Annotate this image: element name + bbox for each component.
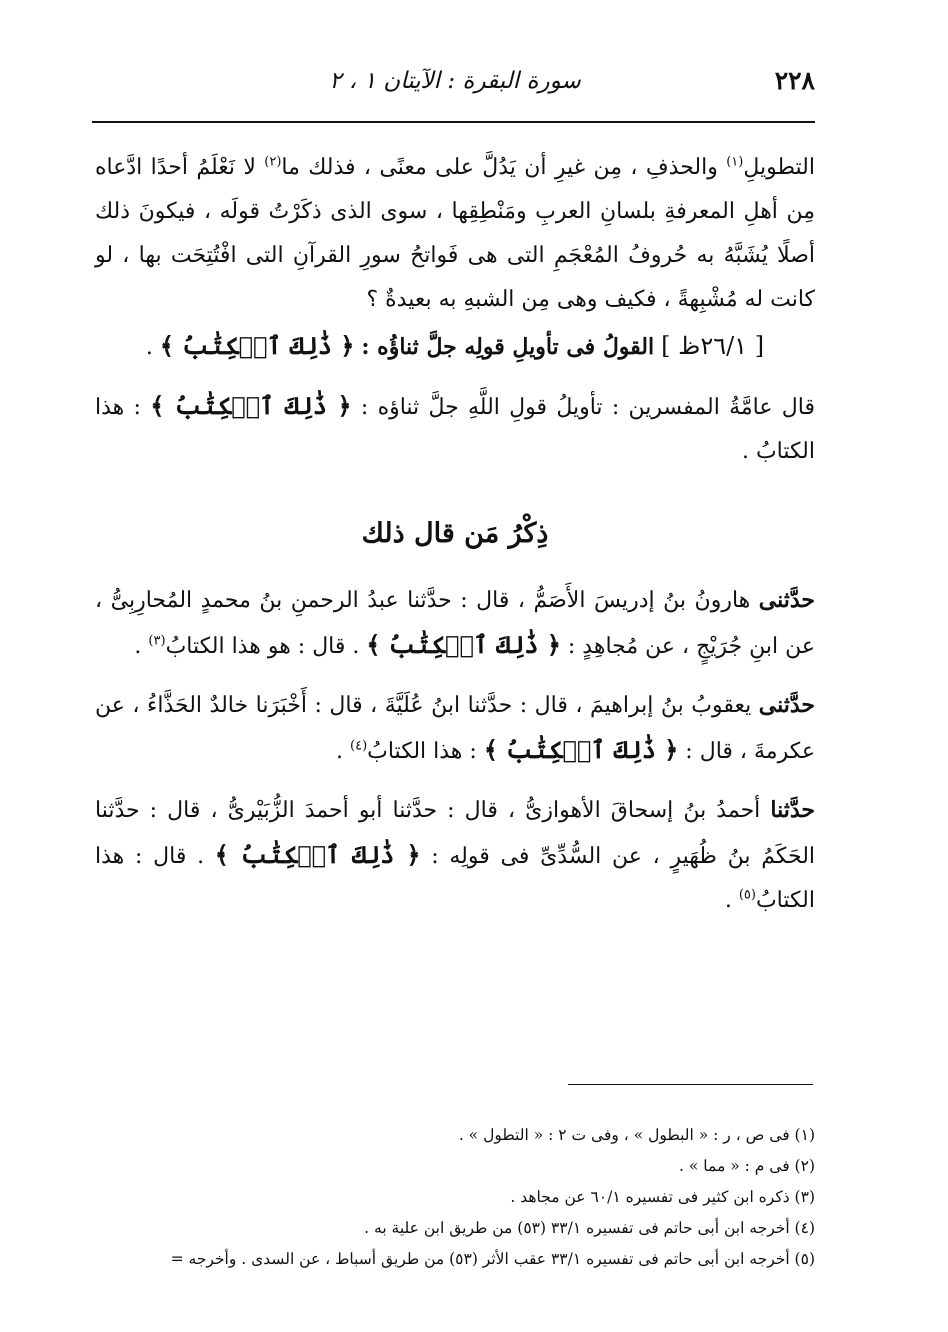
footnote-ref-1[interactable]: (١) (726, 154, 744, 170)
quran-verse: ﴿ ذَٰلِكَ ٱلۡكِتَٰبُ ﴾ (150, 391, 352, 420)
footnote-rule (568, 1084, 813, 1085)
footnote-ref-5[interactable]: (٥) (738, 887, 756, 903)
narration-lead: حدَّثنى (758, 587, 815, 613)
quran-verse: ﴿ ذَٰلِكَ ٱلۡكِتَٰبُ ﴾ (483, 735, 679, 764)
page-header (95, 62, 815, 102)
margin-reference: [ ٢٦/١ظ ] (661, 332, 765, 360)
paragraph-1-text-end: لا نَعْلَمُ أحدًا ادَّعاه مِن أهلِ المعرفةِ بلسانِ العربِ ومَنْطِقِها ، سوى الذى ذكَرْتُ قولَه ، فيكونَ ذلك أصلًا يُشَبَّهُ به حُروفُ المُعْجَمِ التى هى فَواتحُ سورِ القرآنِ التى افْتُتِحَت بها ، لو كانت له مُشْبِهةً ، فكيف وهى مِن الشبهِ به بعيدةٌ ؟ (95, 155, 815, 312)
paragraph-4-text-end: . (336, 739, 350, 764)
footnote-ref-3[interactable]: (٣) (148, 633, 166, 649)
narration-lead: حدَّثنا (770, 797, 815, 823)
footnote-4: (٤) أخرجه ابن أبى حاتم فى تفسيره ٣٣/١ (٥٣) من طريق ابن علية به . (364, 1219, 815, 1237)
section-heading: ذِكْرُ مَن قال ذلك (361, 518, 549, 549)
footnote-ref-2[interactable]: (٢) (264, 154, 282, 170)
paragraph-5-text-end: . (724, 888, 739, 913)
paragraph-1 (95, 146, 815, 322)
verse-heading-lead: القولُ فى تأويلِ قولِه جلَّ ثناؤُه : (361, 334, 655, 360)
paragraph-5 (95, 788, 815, 923)
footnote-ref-4[interactable]: (٤) (350, 738, 368, 754)
paragraph-3-text-end: . (134, 634, 149, 659)
footnote-5: (٥) أخرجه ابن أبى حاتم فى تفسيره ٣٣/١ عقب الأثر (٥٣) من طريق أسباط ، عن السدى . وأخرجه = (170, 1250, 815, 1268)
paragraph-2-text-end: : هذا الكتابُ . (95, 395, 815, 464)
paragraph-3-text-mid: . قال : هو هذا الكتابُ (165, 634, 367, 659)
footnote-1: (١) فى ص ، ر : « البطول » ، وفى ت ٢ : « التطول » . (458, 1126, 815, 1144)
main-text (95, 146, 815, 923)
quran-verse: ﴿ ذَٰلِكَ ٱلۡكِتَٰبُ ﴾ (159, 331, 355, 360)
footnote-3: (٣) ذكره ابن كثير فى تفسيره ٦٠/١ عن مجاهد . (510, 1188, 815, 1206)
verse-heading-end: . (145, 335, 160, 360)
paragraph-3-text-start: هارونُ بنُ إدريسَ الأَصَمُّ ، قال : حدَّثنا عبدُ الرحمنِ بنُ محمدٍ المُحارِبِىُّ ، عن ابنِ جُرَيْجٍ ، عن مُجاهِدٍ : (95, 588, 815, 659)
paragraph-5-text-start: أحمدُ بنُ إسحاقَ الأهوازىُّ ، قال : حدَّثنا أبو أحمدَ الزُّبَيْرىُّ ، قال : حدَّثنا الحَكَمُ بنُ ظُهَيرٍ ، عن السُّدِّىِّ فى قولِه : (95, 798, 816, 869)
footnotes (95, 1120, 815, 1275)
paragraph-2 (95, 384, 815, 474)
page-number: ٢٢٨ (774, 66, 815, 95)
quran-verse: ﴿ ذَٰلِكَ ٱلۡكِتَٰبُ ﴾ (366, 630, 561, 659)
footnote-2: (٢) فى م : « مما » . (679, 1157, 815, 1175)
verse-heading-line (95, 324, 815, 370)
quran-verse: ﴿ ذَٰلِكَ ٱلۡكِتَٰبُ ﴾ (214, 840, 421, 869)
header-rule (92, 121, 815, 123)
narration-lead: حدَّثنى (758, 692, 815, 718)
paragraph-2-text-start: قال عامَّةُ المفسرين : تأويلُ قولِ اللَّهِ جلَّ ثناؤه : (351, 395, 815, 420)
paragraph-1-text-mid: والحذفِ ، مِن غيرِ أن يَدُلَّ على معنًى ، فذلك ما (281, 155, 727, 180)
paragraph-3 (95, 578, 815, 669)
running-title: سورة البقرة : الآيتان ١ ، ٢ (329, 68, 581, 94)
paragraph-5-text-mid: . قال : هذا الكتابُ (95, 844, 815, 913)
paragraph-4-text-mid: : هذا الكتابُ (367, 739, 484, 764)
paragraph-4-text-start: يعقوبُ بنُ إبراهيمَ ، قال : حدَّثنا ابنُ عُلَيَّةَ ، قال : أَخْبَرَنا خالدٌ الحَذَّاءُ ، عن عكرمةَ ، قال : (95, 693, 815, 764)
paragraph-4 (95, 683, 815, 774)
paragraph-1-text-start: التطويلِ (743, 155, 815, 180)
